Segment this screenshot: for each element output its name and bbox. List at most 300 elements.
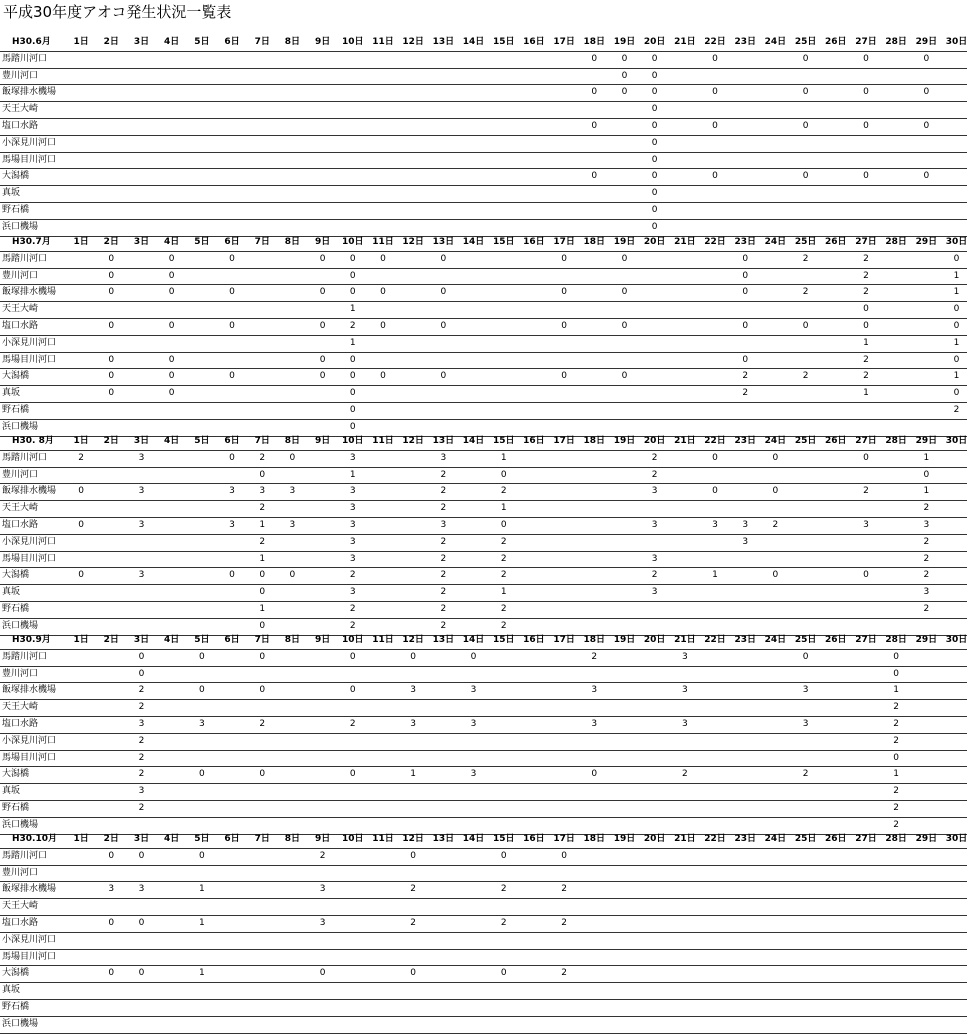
value-cell: 2 — [881, 817, 911, 834]
day-header: 2日 — [96, 434, 126, 450]
value-cell — [126, 865, 156, 882]
value-cell — [579, 335, 609, 352]
value-cell — [609, 848, 639, 865]
value-cell — [821, 1016, 851, 1033]
day-header: 29日 — [911, 434, 941, 450]
value-cell — [730, 999, 760, 1016]
value-cell — [247, 750, 277, 767]
value-cell — [730, 649, 760, 666]
value-cell: 3 — [670, 649, 700, 666]
value-cell — [217, 335, 247, 352]
value-cell — [126, 202, 156, 219]
value-cell — [126, 219, 156, 236]
value-cell: 3 — [277, 517, 307, 534]
table-row — [0, 784, 967, 801]
value-cell — [821, 135, 851, 152]
value-cell — [308, 649, 338, 666]
value-cell — [640, 800, 670, 817]
value-cell — [821, 750, 851, 767]
value-cell: 0 — [851, 85, 881, 102]
value-cell — [519, 219, 549, 236]
value-cell — [881, 932, 911, 949]
value-cell — [489, 750, 519, 767]
value-cell — [217, 767, 247, 784]
value-cell — [640, 1016, 670, 1033]
value-cell — [881, 268, 911, 285]
table-row — [0, 733, 967, 750]
value-cell — [66, 750, 96, 767]
value-cell — [277, 467, 307, 484]
value-cell — [368, 68, 398, 85]
table-row — [0, 352, 967, 369]
value-cell — [217, 219, 247, 236]
value-cell — [760, 386, 790, 403]
value-cell: 0 — [579, 169, 609, 186]
value-cell — [247, 169, 277, 186]
value-cell: 2 — [881, 733, 911, 750]
day-header: 6日 — [217, 633, 247, 649]
value-cell — [670, 386, 700, 403]
value-cell: 0 — [96, 268, 126, 285]
value-cell — [458, 585, 488, 602]
value-cell: 0 — [609, 51, 639, 68]
value-cell: 0 — [96, 251, 126, 268]
value-cell — [760, 102, 790, 119]
value-cell — [609, 899, 639, 916]
location-label: 浜口機場 — [0, 419, 66, 436]
value-cell: 2 — [428, 601, 458, 618]
value-cell — [157, 152, 187, 169]
day-header: 7日 — [247, 35, 277, 51]
value-cell — [700, 318, 730, 335]
value-cell — [881, 467, 911, 484]
value-cell — [609, 152, 639, 169]
day-header: 21日 — [670, 434, 700, 450]
value-cell — [338, 135, 368, 152]
value-cell — [791, 733, 821, 750]
value-cell — [851, 68, 881, 85]
value-cell — [791, 352, 821, 369]
value-cell — [157, 800, 187, 817]
value-cell: 3 — [126, 716, 156, 733]
table-row — [0, 882, 967, 899]
value-cell — [760, 848, 790, 865]
value-cell — [247, 983, 277, 1000]
table-row — [0, 551, 967, 568]
value-cell — [187, 251, 217, 268]
value-cell — [640, 318, 670, 335]
value-cell: 0 — [700, 169, 730, 186]
value-cell — [791, 386, 821, 403]
value-cell — [609, 534, 639, 551]
value-cell — [911, 135, 941, 152]
value-cell — [821, 966, 851, 983]
value-cell — [368, 700, 398, 717]
value-cell — [66, 649, 96, 666]
value-cell — [126, 601, 156, 618]
value-cell — [187, 666, 217, 683]
value-cell: 2 — [791, 369, 821, 386]
value-cell — [157, 585, 187, 602]
value-cell — [549, 666, 579, 683]
value-cell — [126, 102, 156, 119]
value-cell: 0 — [157, 369, 187, 386]
value-cell: 2 — [851, 484, 881, 501]
value-cell — [157, 202, 187, 219]
value-cell — [519, 467, 549, 484]
value-cell — [911, 202, 941, 219]
value-cell — [308, 666, 338, 683]
value-cell — [96, 85, 126, 102]
value-cell — [549, 484, 579, 501]
value-cell — [398, 517, 428, 534]
value-cell — [881, 135, 911, 152]
value-cell — [187, 784, 217, 801]
value-cell — [549, 219, 579, 236]
value-cell — [640, 949, 670, 966]
value-cell — [881, 68, 911, 85]
value-cell: 2 — [338, 568, 368, 585]
value-cell: 2 — [489, 534, 519, 551]
day-header: 15日 — [489, 832, 519, 848]
value-cell: 0 — [549, 285, 579, 302]
value-cell: 0 — [338, 386, 368, 403]
value-cell — [489, 369, 519, 386]
value-cell — [579, 733, 609, 750]
value-cell — [730, 501, 760, 518]
day-header: 27日 — [851, 235, 881, 251]
month-table — [0, 235, 967, 437]
value-cell — [458, 517, 488, 534]
value-cell — [277, 318, 307, 335]
value-cell — [96, 501, 126, 518]
value-cell — [609, 601, 639, 618]
table-row — [0, 484, 967, 501]
value-cell: 2 — [911, 601, 941, 618]
value-cell — [579, 251, 609, 268]
day-header: 13日 — [428, 434, 458, 450]
value-cell — [187, 186, 217, 203]
value-cell — [821, 800, 851, 817]
day-header: 7日 — [247, 832, 277, 848]
value-cell — [247, 700, 277, 717]
value-cell — [519, 568, 549, 585]
value-cell — [247, 402, 277, 419]
value-cell — [217, 784, 247, 801]
value-cell — [579, 983, 609, 1000]
value-cell — [821, 733, 851, 750]
value-cell: 0 — [911, 85, 941, 102]
value-cell: 2 — [428, 484, 458, 501]
value-cell — [187, 352, 217, 369]
value-cell — [700, 899, 730, 916]
value-cell: 0 — [760, 450, 790, 467]
value-cell: 0 — [338, 767, 368, 784]
value-cell — [338, 932, 368, 949]
value-cell — [760, 949, 790, 966]
value-cell — [277, 85, 307, 102]
value-cell — [247, 1016, 277, 1033]
day-header: 2日 — [96, 633, 126, 649]
value-cell — [96, 135, 126, 152]
value-cell — [821, 318, 851, 335]
location-label: 浜口機場 — [0, 618, 66, 635]
value-cell — [670, 135, 700, 152]
value-cell — [368, 983, 398, 1000]
value-cell — [187, 285, 217, 302]
value-cell — [700, 369, 730, 386]
value-cell — [519, 152, 549, 169]
value-cell — [96, 733, 126, 750]
day-header: 29日 — [911, 35, 941, 51]
value-cell — [549, 386, 579, 403]
value-cell: 0 — [881, 649, 911, 666]
value-cell — [277, 135, 307, 152]
table-row — [0, 750, 967, 767]
value-cell — [730, 568, 760, 585]
location-label: 小深見川河口 — [0, 733, 66, 750]
day-header: 5日 — [187, 832, 217, 848]
day-header: 16日 — [519, 235, 549, 251]
value-cell — [821, 467, 851, 484]
day-header: 16日 — [519, 434, 549, 450]
value-cell — [217, 899, 247, 916]
table-row — [0, 51, 967, 68]
value-cell — [489, 152, 519, 169]
table-row — [0, 915, 967, 932]
value-cell — [519, 484, 549, 501]
value-cell: 1 — [941, 335, 967, 352]
value-cell: 0 — [640, 85, 670, 102]
value-cell — [700, 983, 730, 1000]
value-cell — [66, 268, 96, 285]
value-cell — [368, 568, 398, 585]
day-header: 19日 — [609, 832, 639, 848]
value-cell — [730, 683, 760, 700]
value-cell: 2 — [851, 251, 881, 268]
value-cell — [640, 882, 670, 899]
value-cell — [549, 1016, 579, 1033]
value-cell — [368, 848, 398, 865]
value-cell — [428, 949, 458, 966]
value-cell — [640, 534, 670, 551]
value-cell — [489, 51, 519, 68]
value-cell — [247, 318, 277, 335]
value-cell — [911, 68, 941, 85]
day-header: 6日 — [217, 235, 247, 251]
location-label: 馬踏川河口 — [0, 848, 66, 865]
value-cell — [519, 517, 549, 534]
value-cell — [700, 135, 730, 152]
value-cell — [549, 733, 579, 750]
day-header: 1日 — [66, 235, 96, 251]
value-cell: 0 — [217, 285, 247, 302]
value-cell — [368, 733, 398, 750]
value-cell — [458, 899, 488, 916]
value-cell — [670, 302, 700, 319]
value-cell — [791, 999, 821, 1016]
value-cell — [670, 285, 700, 302]
value-cell — [609, 733, 639, 750]
value-cell: 0 — [851, 568, 881, 585]
value-cell — [217, 169, 247, 186]
value-cell: 2 — [308, 848, 338, 865]
value-cell: 0 — [579, 767, 609, 784]
value-cell — [609, 467, 639, 484]
value-cell — [911, 750, 941, 767]
table-row — [0, 700, 967, 717]
value-cell — [579, 484, 609, 501]
value-cell — [640, 915, 670, 932]
value-cell — [579, 501, 609, 518]
value-cell — [368, 750, 398, 767]
value-cell — [277, 700, 307, 717]
value-cell — [458, 999, 488, 1016]
day-header: 15日 — [489, 633, 519, 649]
value-cell — [277, 865, 307, 882]
day-header: 25日 — [791, 832, 821, 848]
value-cell: 2 — [881, 784, 911, 801]
value-cell — [489, 1016, 519, 1033]
value-cell — [277, 649, 307, 666]
value-cell — [157, 999, 187, 1016]
value-cell — [700, 186, 730, 203]
value-cell — [609, 1016, 639, 1033]
value-cell: 1 — [941, 268, 967, 285]
value-cell — [338, 102, 368, 119]
value-cell — [458, 800, 488, 817]
table-row — [0, 983, 967, 1000]
value-cell — [911, 733, 941, 750]
value-cell — [579, 800, 609, 817]
value-cell — [126, 1016, 156, 1033]
value-cell — [489, 949, 519, 966]
day-header: 2日 — [96, 235, 126, 251]
value-cell — [157, 534, 187, 551]
value-cell — [157, 767, 187, 784]
value-cell — [308, 102, 338, 119]
value-cell — [549, 450, 579, 467]
value-cell — [126, 352, 156, 369]
value-cell — [941, 102, 967, 119]
value-cell — [609, 649, 639, 666]
value-cell — [730, 666, 760, 683]
value-cell — [640, 352, 670, 369]
value-cell: 0 — [941, 318, 967, 335]
value-cell — [640, 932, 670, 949]
value-cell — [941, 169, 967, 186]
value-cell — [760, 369, 790, 386]
value-cell — [881, 585, 911, 602]
value-cell — [458, 784, 488, 801]
value-cell — [670, 800, 700, 817]
day-header: 17日 — [549, 633, 579, 649]
value-cell — [700, 932, 730, 949]
value-cell — [519, 949, 549, 966]
value-cell — [941, 683, 967, 700]
value-cell — [126, 152, 156, 169]
table-row — [0, 219, 967, 236]
value-cell: 0 — [338, 268, 368, 285]
value-cell — [308, 1016, 338, 1033]
value-cell: 1 — [911, 450, 941, 467]
value-cell — [398, 335, 428, 352]
value-cell — [670, 865, 700, 882]
day-header: 28日 — [881, 235, 911, 251]
value-cell: 3 — [911, 517, 941, 534]
value-cell — [308, 683, 338, 700]
value-cell — [730, 601, 760, 618]
table-row — [0, 568, 967, 585]
value-cell — [428, 1016, 458, 1033]
value-cell — [66, 700, 96, 717]
value-cell — [126, 369, 156, 386]
day-header: 9日 — [308, 434, 338, 450]
value-cell — [821, 450, 851, 467]
value-cell — [579, 601, 609, 618]
value-cell — [640, 501, 670, 518]
value-cell — [247, 251, 277, 268]
value-cell — [851, 966, 881, 983]
value-cell — [549, 932, 579, 949]
value-cell: 0 — [66, 517, 96, 534]
value-cell — [308, 750, 338, 767]
day-header: 12日 — [398, 235, 428, 251]
day-header: 4日 — [157, 235, 187, 251]
value-cell — [66, 251, 96, 268]
value-cell: 0 — [640, 68, 670, 85]
value-cell — [791, 932, 821, 949]
day-header: 6日 — [217, 832, 247, 848]
value-cell — [519, 999, 549, 1016]
day-header: 30日 — [941, 434, 967, 450]
value-cell — [760, 983, 790, 1000]
value-cell: 0 — [851, 118, 881, 135]
value-cell: 0 — [126, 848, 156, 865]
value-cell — [760, 1016, 790, 1033]
value-cell — [881, 501, 911, 518]
value-cell — [941, 118, 967, 135]
value-cell: 1 — [700, 568, 730, 585]
value-cell — [458, 186, 488, 203]
value-cell — [66, 601, 96, 618]
value-cell — [821, 268, 851, 285]
value-cell — [609, 750, 639, 767]
value-cell: 0 — [66, 484, 96, 501]
value-cell — [640, 649, 670, 666]
value-cell — [398, 251, 428, 268]
value-cell — [670, 568, 700, 585]
value-cell — [609, 501, 639, 518]
value-cell — [609, 800, 639, 817]
value-cell — [670, 534, 700, 551]
value-cell — [730, 135, 760, 152]
value-cell — [126, 186, 156, 203]
value-cell: 0 — [609, 285, 639, 302]
value-cell — [821, 118, 851, 135]
day-header: 18日 — [579, 35, 609, 51]
value-cell — [277, 966, 307, 983]
value-cell — [217, 932, 247, 949]
value-cell — [760, 932, 790, 949]
table-row — [0, 85, 967, 102]
value-cell — [66, 983, 96, 1000]
value-cell — [730, 152, 760, 169]
value-cell — [308, 386, 338, 403]
value-cell — [489, 666, 519, 683]
table-row — [0, 1016, 967, 1033]
value-cell — [428, 666, 458, 683]
